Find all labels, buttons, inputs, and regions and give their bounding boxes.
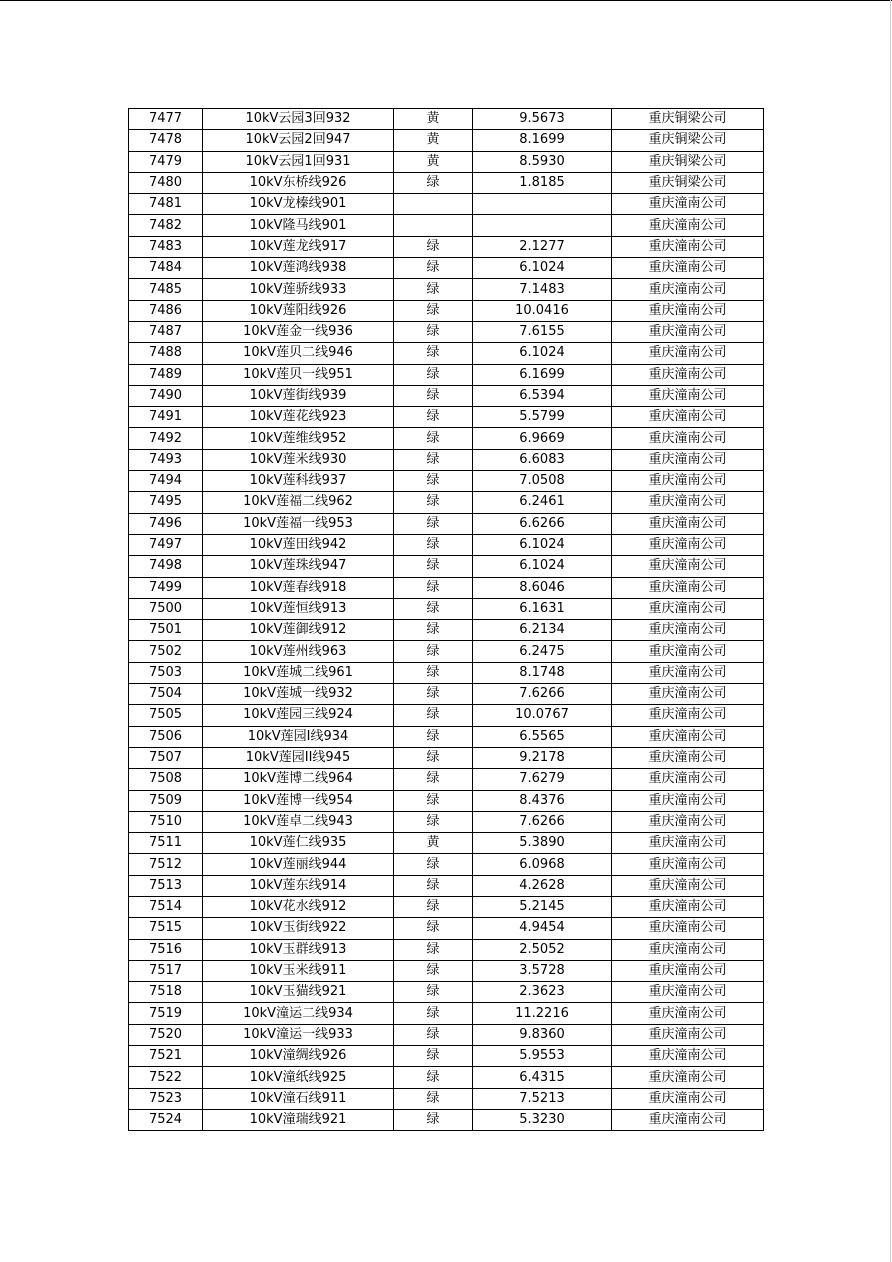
company-cell: 重庆潼南公司 [612,407,764,428]
company-cell: 重庆潼南公司 [612,982,764,1003]
status-cell: 黄 [394,833,473,854]
table-row [129,471,764,492]
company-cell: 重庆潼南公司 [612,534,764,555]
value-cell: 6.6083 [473,449,612,470]
line-name-cell: 10kV莲园II线945 [203,747,394,768]
table-row [129,449,764,470]
row-number-cell: 7485 [129,279,203,300]
page-top-border [0,0,892,1]
feeder-table-body [129,109,764,1131]
table-row [129,492,764,513]
company-cell: 重庆潼南公司 [612,471,764,492]
table-row [129,109,764,130]
table-row [129,598,764,619]
value-cell: 6.6266 [473,513,612,534]
table-row [129,194,764,215]
status-cell: 绿 [394,534,473,555]
company-cell: 重庆潼南公司 [612,428,764,449]
row-number-cell: 7479 [129,151,203,172]
company-cell: 重庆潼南公司 [612,747,764,768]
line-name-cell: 10kV莲仁线935 [203,833,394,854]
value-cell: 2.3623 [473,982,612,1003]
status-cell [394,194,473,215]
line-name-cell: 10kV龙榛线901 [203,194,394,215]
company-cell: 重庆潼南公司 [612,811,764,832]
line-name-cell: 10kV莲阳线926 [203,300,394,321]
row-number-cell: 7514 [129,896,203,917]
table-row [129,641,764,662]
row-number-cell: 7482 [129,215,203,236]
table-row [129,364,764,385]
table-row [129,918,764,939]
line-name-cell: 10kV莲鸿线938 [203,258,394,279]
line-name-cell: 10kV莲田线942 [203,534,394,555]
value-cell: 7.6155 [473,321,612,342]
row-number-cell: 7489 [129,364,203,385]
value-cell: 7.6266 [473,811,612,832]
line-name-cell: 10kV玉街线922 [203,918,394,939]
company-cell: 重庆潼南公司 [612,641,764,662]
value-cell: 5.9553 [473,1046,612,1067]
value-cell: 6.1699 [473,364,612,385]
value-cell: 6.2461 [473,492,612,513]
line-name-cell: 10kV莲米线930 [203,449,394,470]
row-number-cell: 7517 [129,960,203,981]
value-cell: 5.5799 [473,407,612,428]
value-cell [473,215,612,236]
value-cell: 4.9454 [473,918,612,939]
table-row [129,279,764,300]
row-number-cell: 7483 [129,236,203,257]
value-cell: 5.3230 [473,1109,612,1130]
row-number-cell: 7511 [129,833,203,854]
table-row [129,343,764,364]
status-cell: 绿 [394,1046,473,1067]
company-cell: 重庆潼南公司 [612,236,764,257]
row-number-cell: 7519 [129,1003,203,1024]
table-row [129,705,764,726]
line-name-cell: 10kV莲城二线961 [203,662,394,683]
company-cell: 重庆潼南公司 [612,939,764,960]
table-row [129,577,764,598]
company-cell: 重庆铜梁公司 [612,130,764,151]
line-name-cell: 10kV莲龙线917 [203,236,394,257]
value-cell: 7.0508 [473,471,612,492]
line-name-cell: 10kV莲贝一线951 [203,364,394,385]
line-name-cell: 10kV潼纸线925 [203,1067,394,1088]
company-cell: 重庆潼南公司 [612,385,764,406]
line-name-cell: 10kV莲街线939 [203,385,394,406]
company-cell: 重庆潼南公司 [612,662,764,683]
status-cell: 绿 [394,172,473,193]
status-cell: 绿 [394,300,473,321]
status-cell: 绿 [394,577,473,598]
value-cell: 6.0968 [473,854,612,875]
row-number-cell: 7491 [129,407,203,428]
status-cell: 绿 [394,982,473,1003]
row-number-cell: 7515 [129,918,203,939]
status-cell: 绿 [394,620,473,641]
table-row [129,513,764,534]
value-cell: 5.2145 [473,896,612,917]
table-row [129,258,764,279]
table-row [129,982,764,1003]
table-row [129,790,764,811]
table-row [129,172,764,193]
row-number-cell: 7507 [129,747,203,768]
table-row [129,321,764,342]
status-cell: 绿 [394,513,473,534]
company-cell: 重庆潼南公司 [612,1024,764,1045]
status-cell: 绿 [394,918,473,939]
row-number-cell: 7518 [129,982,203,1003]
value-cell: 6.5565 [473,726,612,747]
line-name-cell: 10kV云园1回931 [203,151,394,172]
value-cell: 10.0416 [473,300,612,321]
row-number-cell: 7503 [129,662,203,683]
row-number-cell: 7502 [129,641,203,662]
value-cell: 8.1748 [473,662,612,683]
row-number-cell: 7496 [129,513,203,534]
line-name-cell: 10kV莲城一线932 [203,684,394,705]
row-number-cell: 7508 [129,769,203,790]
table-row [129,896,764,917]
line-name-cell: 10kV莲博一线954 [203,790,394,811]
value-cell: 8.4376 [473,790,612,811]
value-cell: 7.6279 [473,769,612,790]
row-number-cell: 7520 [129,1024,203,1045]
status-cell [394,215,473,236]
line-name-cell: 10kV莲福一线953 [203,513,394,534]
company-cell: 重庆潼南公司 [612,854,764,875]
row-number-cell: 7497 [129,534,203,555]
line-name-cell: 10kV莲骄线933 [203,279,394,300]
table-row [129,215,764,236]
status-cell: 绿 [394,747,473,768]
row-number-cell: 7509 [129,790,203,811]
value-cell: 7.5213 [473,1088,612,1109]
row-number-cell: 7521 [129,1046,203,1067]
company-cell: 重庆潼南公司 [612,875,764,896]
status-cell: 绿 [394,364,473,385]
line-name-cell: 10kV莲科线937 [203,471,394,492]
status-cell: 绿 [394,939,473,960]
value-cell: 2.1277 [473,236,612,257]
row-number-cell: 7504 [129,684,203,705]
table-row [129,684,764,705]
row-number-cell: 7478 [129,130,203,151]
line-name-cell: 10kV莲恒线913 [203,598,394,619]
value-cell: 9.2178 [473,747,612,768]
row-number-cell: 7494 [129,471,203,492]
row-number-cell: 7480 [129,172,203,193]
table-row [129,662,764,683]
table-row [129,428,764,449]
table-row [129,1024,764,1045]
line-name-cell: 10kV莲贝二线946 [203,343,394,364]
table-row [129,1109,764,1130]
row-number-cell: 7488 [129,343,203,364]
line-name-cell: 10kV莲园I线934 [203,726,394,747]
value-cell: 9.8360 [473,1024,612,1045]
status-cell: 绿 [394,1003,473,1024]
table-row [129,726,764,747]
company-cell: 重庆潼南公司 [612,492,764,513]
status-cell: 绿 [394,385,473,406]
table-row [129,854,764,875]
company-cell: 重庆潼南公司 [612,918,764,939]
company-cell: 重庆潼南公司 [612,556,764,577]
status-cell: 绿 [394,854,473,875]
row-number-cell: 7516 [129,939,203,960]
value-cell: 7.6266 [473,684,612,705]
row-number-cell: 7484 [129,258,203,279]
row-number-cell: 7510 [129,811,203,832]
status-cell: 绿 [394,449,473,470]
status-cell: 绿 [394,343,473,364]
row-number-cell: 7490 [129,385,203,406]
value-cell: 6.4315 [473,1067,612,1088]
company-cell: 重庆潼南公司 [612,194,764,215]
table-row [129,620,764,641]
table-row [129,1003,764,1024]
status-cell: 绿 [394,492,473,513]
row-number-cell: 7493 [129,449,203,470]
company-cell: 重庆潼南公司 [612,598,764,619]
value-cell: 6.1024 [473,556,612,577]
status-cell: 绿 [394,896,473,917]
company-cell: 重庆铜梁公司 [612,151,764,172]
company-cell: 重庆潼南公司 [612,769,764,790]
value-cell: 5.3890 [473,833,612,854]
row-number-cell: 7501 [129,620,203,641]
value-cell: 6.2134 [473,620,612,641]
table-row [129,534,764,555]
value-cell: 9.5673 [473,109,612,130]
table-row [129,811,764,832]
line-name-cell: 10kV潼运一线933 [203,1024,394,1045]
table-row [129,556,764,577]
status-cell: 绿 [394,790,473,811]
status-cell: 绿 [394,662,473,683]
page-right-border [890,0,891,1262]
company-cell: 重庆潼南公司 [612,300,764,321]
value-cell [473,194,612,215]
company-cell: 重庆潼南公司 [612,833,764,854]
company-cell: 重庆铜梁公司 [612,172,764,193]
status-cell: 绿 [394,258,473,279]
line-name-cell: 10kV莲珠线947 [203,556,394,577]
status-cell: 绿 [394,705,473,726]
row-number-cell: 7505 [129,705,203,726]
value-cell: 3.5728 [473,960,612,981]
company-cell: 重庆铜梁公司 [612,109,764,130]
table-row [129,130,764,151]
table-row [129,939,764,960]
status-cell: 绿 [394,428,473,449]
status-cell: 绿 [394,321,473,342]
status-cell: 绿 [394,875,473,896]
line-name-cell: 10kV潼运二线934 [203,1003,394,1024]
table-row [129,960,764,981]
line-name-cell: 10kV玉米线911 [203,960,394,981]
value-cell: 8.5930 [473,151,612,172]
value-cell: 2.5052 [473,939,612,960]
company-cell: 重庆潼南公司 [612,726,764,747]
status-cell: 绿 [394,556,473,577]
line-name-cell: 10kV潼石线911 [203,1088,394,1109]
row-number-cell: 7499 [129,577,203,598]
value-cell: 6.1024 [473,343,612,364]
status-cell: 黄 [394,130,473,151]
line-name-cell: 10kV莲御线912 [203,620,394,641]
company-cell: 重庆潼南公司 [612,1067,764,1088]
value-cell: 4.2628 [473,875,612,896]
status-cell: 绿 [394,684,473,705]
value-cell: 8.1699 [473,130,612,151]
table-row [129,407,764,428]
line-name-cell: 10kV莲花线923 [203,407,394,428]
status-cell: 绿 [394,236,473,257]
line-name-cell: 10kV莲州线963 [203,641,394,662]
line-name-cell: 10kV莲春线918 [203,577,394,598]
line-name-cell: 10kV玉群线913 [203,939,394,960]
status-cell: 绿 [394,811,473,832]
table-row [129,833,764,854]
table-row [129,875,764,896]
value-cell: 6.2475 [473,641,612,662]
line-name-cell: 10kV莲卓二线943 [203,811,394,832]
value-cell: 6.1024 [473,534,612,555]
line-name-cell: 10kV莲维线952 [203,428,394,449]
company-cell: 重庆潼南公司 [612,705,764,726]
line-name-cell: 10kV玉猫线921 [203,982,394,1003]
value-cell: 10.0767 [473,705,612,726]
company-cell: 重庆潼南公司 [612,1046,764,1067]
company-cell: 重庆潼南公司 [612,513,764,534]
status-cell: 绿 [394,407,473,428]
company-cell: 重庆潼南公司 [612,321,764,342]
company-cell: 重庆潼南公司 [612,620,764,641]
company-cell: 重庆潼南公司 [612,364,764,385]
company-cell: 重庆潼南公司 [612,960,764,981]
row-number-cell: 7523 [129,1088,203,1109]
company-cell: 重庆潼南公司 [612,258,764,279]
company-cell: 重庆潼南公司 [612,343,764,364]
status-cell: 黄 [394,151,473,172]
status-cell: 绿 [394,960,473,981]
value-cell: 7.1483 [473,279,612,300]
company-cell: 重庆潼南公司 [612,215,764,236]
row-number-cell: 7498 [129,556,203,577]
table-row [129,385,764,406]
line-name-cell: 10kV潼瑞线921 [203,1109,394,1130]
status-cell: 绿 [394,1088,473,1109]
status-cell: 绿 [394,1109,473,1130]
company-cell: 重庆潼南公司 [612,790,764,811]
value-cell: 1.8185 [473,172,612,193]
status-cell: 绿 [394,726,473,747]
row-number-cell: 7500 [129,598,203,619]
status-cell: 绿 [394,1067,473,1088]
company-cell: 重庆潼南公司 [612,577,764,598]
company-cell: 重庆潼南公司 [612,1109,764,1130]
row-number-cell: 7487 [129,321,203,342]
company-cell: 重庆潼南公司 [612,684,764,705]
value-cell: 8.6046 [473,577,612,598]
value-cell: 6.1024 [473,258,612,279]
table-row [129,1067,764,1088]
line-name-cell: 10kV莲福二线962 [203,492,394,513]
value-cell: 6.9669 [473,428,612,449]
line-name-cell: 10kV隆马线901 [203,215,394,236]
table-row [129,236,764,257]
line-name-cell: 10kV莲金一线936 [203,321,394,342]
status-cell: 绿 [394,598,473,619]
line-name-cell: 10kV东桥线926 [203,172,394,193]
status-cell: 绿 [394,769,473,790]
line-name-cell: 10kV花水线912 [203,896,394,917]
company-cell: 重庆潼南公司 [612,1003,764,1024]
row-number-cell: 7486 [129,300,203,321]
company-cell: 重庆潼南公司 [612,896,764,917]
feeder-table [128,108,764,1131]
company-cell: 重庆潼南公司 [612,1088,764,1109]
line-name-cell: 10kV莲东线914 [203,875,394,896]
line-name-cell: 10kV莲园三线924 [203,705,394,726]
value-cell: 6.1631 [473,598,612,619]
row-number-cell: 7477 [129,109,203,130]
status-cell: 绿 [394,471,473,492]
value-cell: 6.5394 [473,385,612,406]
status-cell: 绿 [394,279,473,300]
line-name-cell: 10kV莲博二线964 [203,769,394,790]
status-cell: 绿 [394,1024,473,1045]
line-name-cell: 10kV云园3回932 [203,109,394,130]
row-number-cell: 7512 [129,854,203,875]
table-row [129,1088,764,1109]
value-cell: 11.2216 [473,1003,612,1024]
company-cell: 重庆潼南公司 [612,279,764,300]
row-number-cell: 7524 [129,1109,203,1130]
status-cell: 绿 [394,641,473,662]
table-row [129,747,764,768]
table-row [129,1046,764,1067]
row-number-cell: 7513 [129,875,203,896]
company-cell: 重庆潼南公司 [612,449,764,470]
table-row [129,300,764,321]
table-row [129,151,764,172]
row-number-cell: 7492 [129,428,203,449]
row-number-cell: 7481 [129,194,203,215]
line-name-cell: 10kV潼绸线926 [203,1046,394,1067]
row-number-cell: 7506 [129,726,203,747]
line-name-cell: 10kV莲丽线944 [203,854,394,875]
row-number-cell: 7495 [129,492,203,513]
status-cell: 黄 [394,109,473,130]
line-name-cell: 10kV云园2回947 [203,130,394,151]
table-row [129,769,764,790]
row-number-cell: 7522 [129,1067,203,1088]
